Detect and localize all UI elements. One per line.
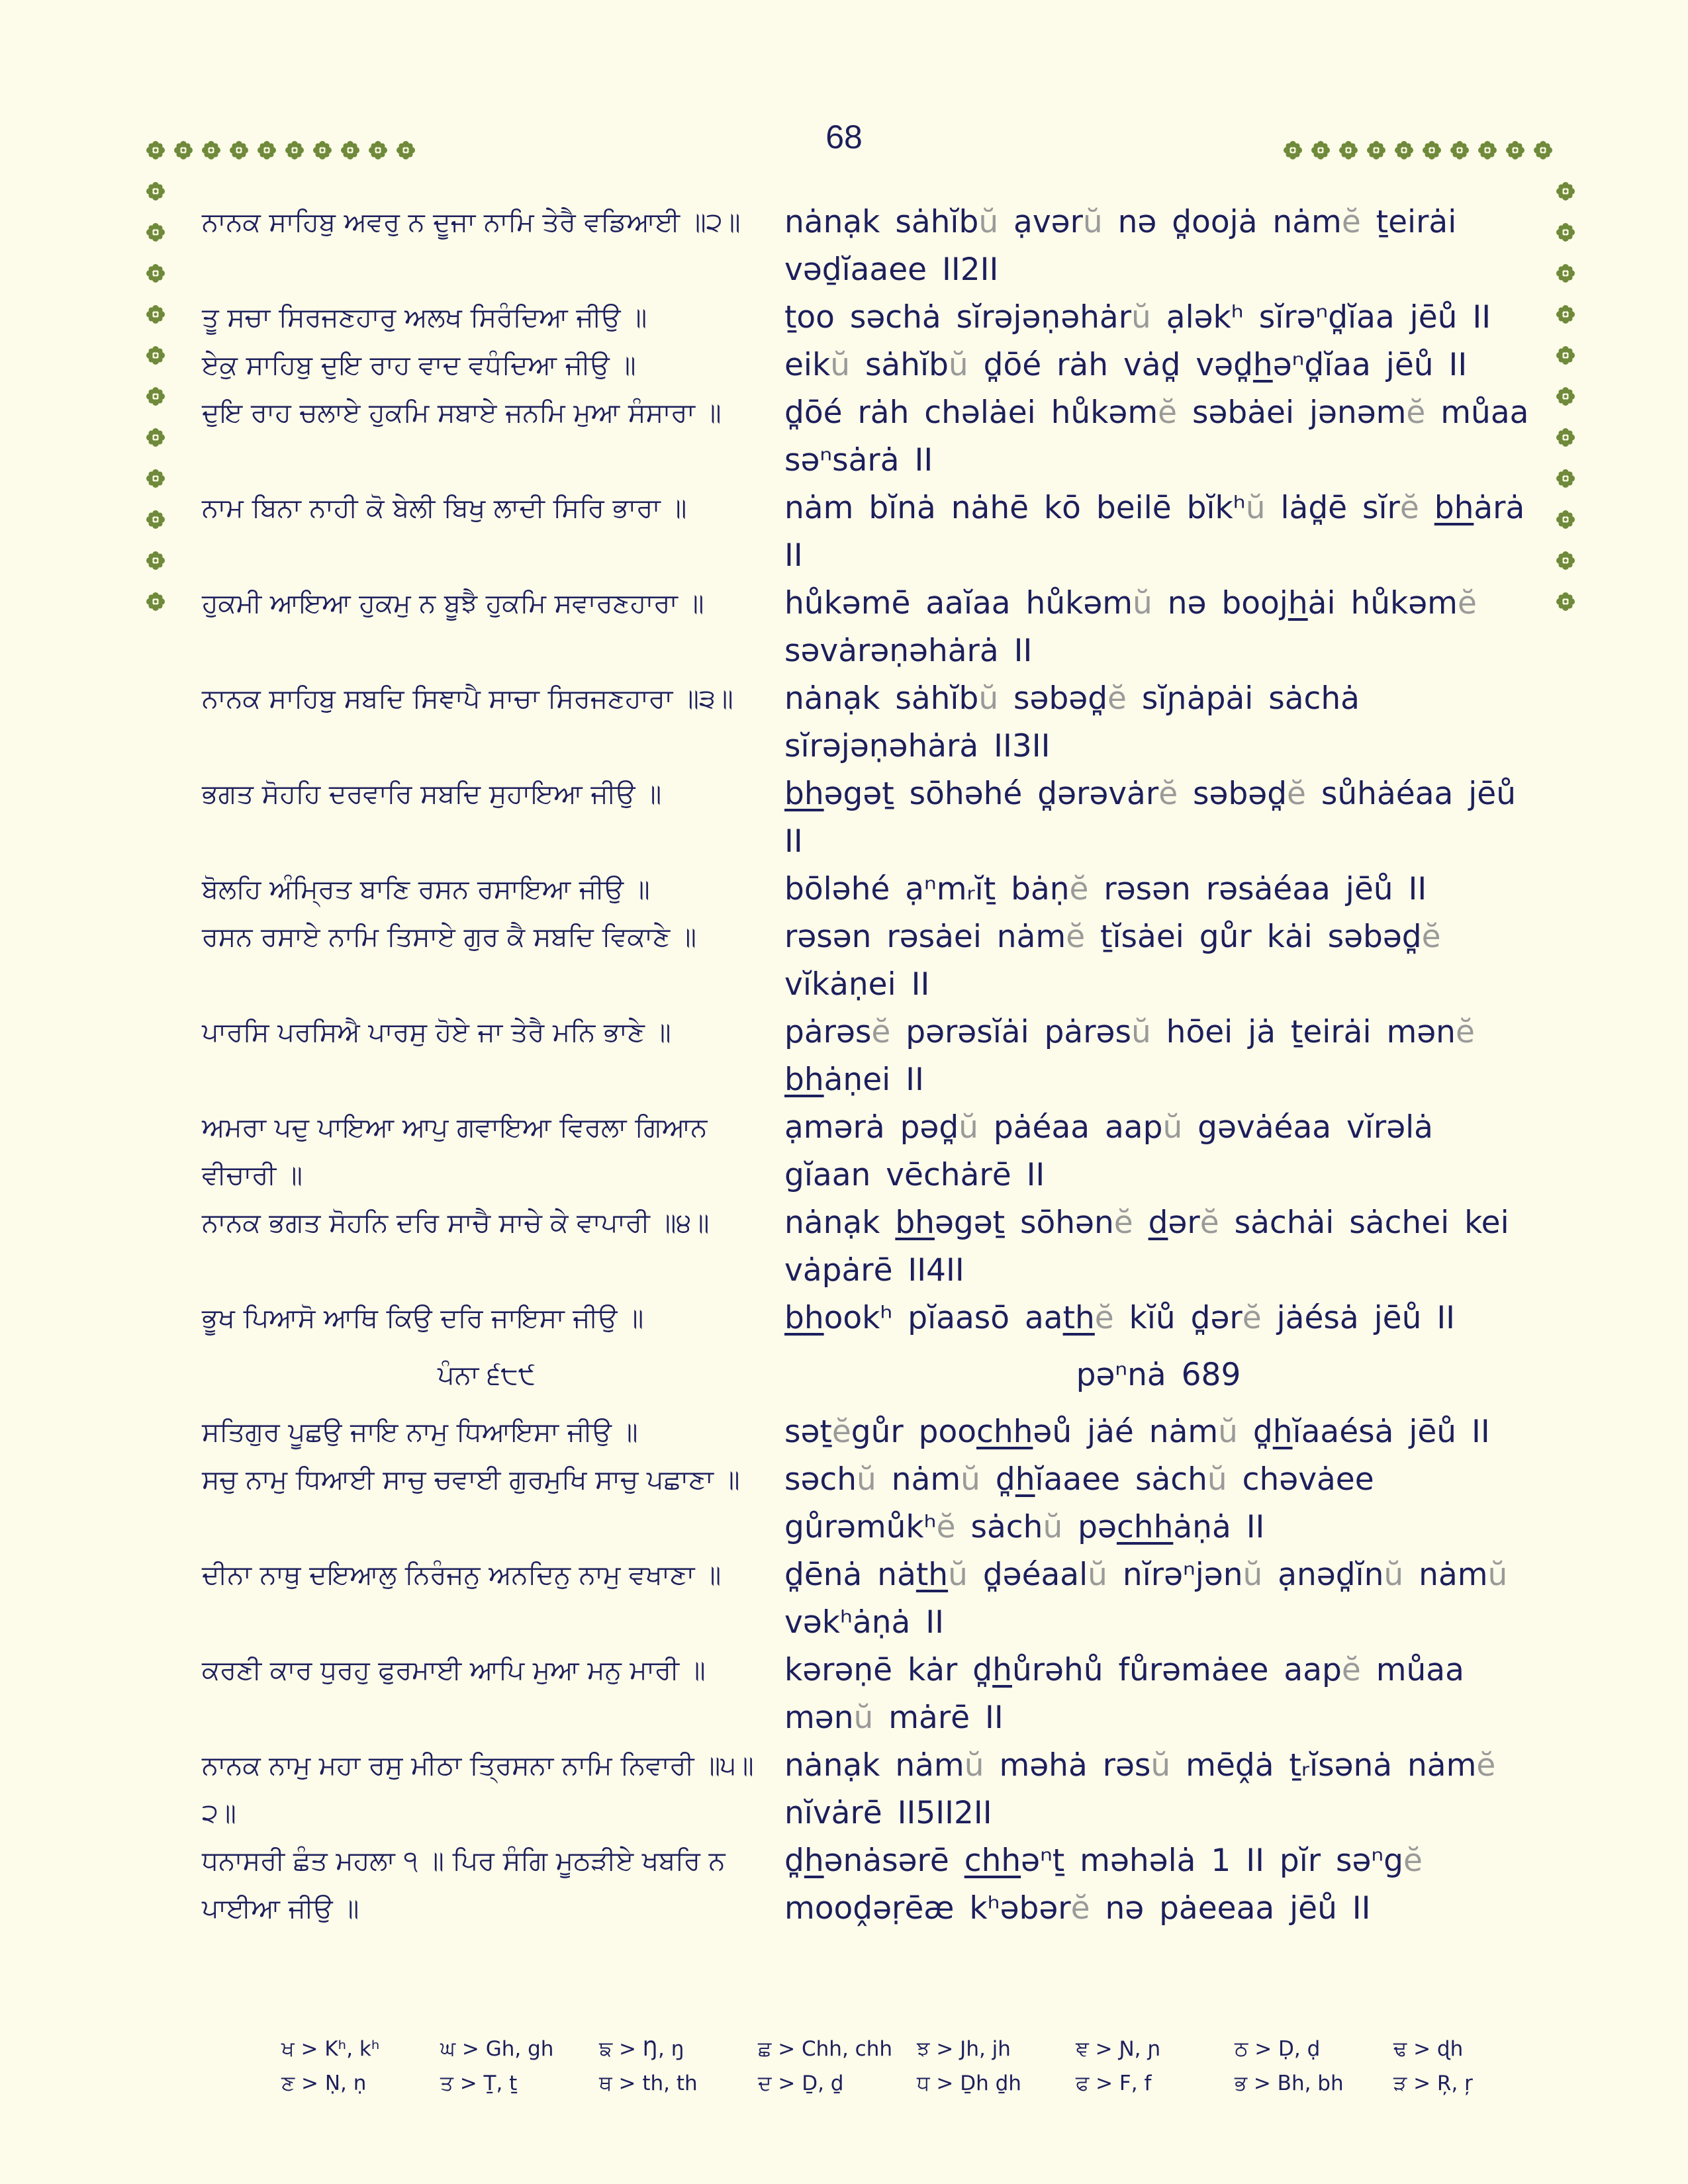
- flower-ornament-icon: [146, 510, 165, 529]
- flower-ornament-icon: [1338, 140, 1358, 160]
- gurmukhi-line: ਧਨਾਸਰੀ ਛੰਤ ਮਹਲਾ ੧ ॥ ਪਿਰ ਸੰਗਿ ਮੂਠੜੀਏ ਖਬਰਿ ਨ ਪਾਈਆ ਜੀਉ ॥: [202, 1846, 726, 1924]
- gurmukhi-line: ਕਰਣੀ ਕਾਰ ਧੁਰਹੁ ਫੁਰਮਾਈ ਆਪਿ ਮੁਆ ਮਨੁ ਮਾਰੀ ॥: [202, 1655, 706, 1686]
- gurmukhi-line: ਨਾਮ ਬਿਨਾ ਨਾਹੀ ਕੋ ਬੇਲੀ ਬਿਖੁ ਲਾਦੀ ਸਿਰਿ ਭਾਰਾ ॥: [202, 493, 687, 523]
- verse-row: [202, 1456, 1532, 1551]
- gurmukhi-line: ਨਾਨਕ ਭਗਤ ਸੋਹਨਿ ਦਰਿ ਸਾਚੈ ਸਾਚੇ ਕੇ ਵਾਪਾਰੀ ॥੪॥: [202, 1208, 710, 1238]
- verse-row: [202, 1551, 1532, 1647]
- flower-ornament-icon: [1556, 551, 1575, 570]
- gurmukhi-line: ਭਗਤ ਸੋਹਹਿ ਦਰਵਾਰਿ ਸਬਦਿ ਸੁਹਾਇਆ ਜੀਉ ॥: [202, 779, 662, 809]
- flower-ornament-icon: [1556, 387, 1575, 406]
- flower-ornament-icon: [1556, 181, 1575, 201]
- transliteration-line: bōləhé ạⁿmᵣĭṯ bȧṇĕ rəsən rəsȧéaa jēů II: [784, 871, 1427, 907]
- gurmukhi-line: ਨਾਨਕ ਨਾਮੁ ਮਹਾ ਰਸੁ ਮੀਠਾ ਤ੍ਰਿਸਨਾ ਨਾਮਿ ਨਿਵਾਰੀ ॥੫॥੨॥: [202, 1751, 754, 1829]
- transliteration-line: d̪hənȧsərē chhəⁿṯ məhəlȧ 1 II pĭr səⁿgĕ mooḓəṛēæ kʰəbərĕ nə pȧeeaa jēů II: [784, 1843, 1423, 1927]
- verse-row: [202, 1837, 1532, 1933]
- flower-ornament-icon: [146, 551, 165, 570]
- flower-ornament-icon: [146, 181, 165, 201]
- flower-ornament-icon: [146, 345, 165, 365]
- verse-row: [202, 389, 1532, 484]
- flower-ornament-icon: [1366, 140, 1386, 160]
- transliteration-line: bhookʰ pĭaasō aathĕ kĭů d̪ərĕ jȧésȧ jēů II: [784, 1300, 1456, 1336]
- flower-ornament-icon: [1505, 140, 1525, 160]
- legend-item: ੜ > Ŗ, ŗ: [1393, 2071, 1473, 2095]
- transliteration-line: rəsən rəsȧei nȧmĕ ṯĭsȧei gůr kȧi səbəd̪ĕ vĭkȧṇei II: [784, 919, 1441, 1003]
- flower-ornament-icon: [1283, 140, 1303, 160]
- legend-item: ਛ > Chh, chh: [758, 2036, 893, 2061]
- flower-ornament-icon: [1556, 592, 1575, 612]
- flower-ornament-icon: [312, 140, 332, 160]
- flower-ornament-icon: [146, 428, 165, 447]
- transliteration-line: eikŭ sȧhĭbŭ d̪ōé rȧh vȧd̪ vəd̪həⁿd̪ĭaa jēů II: [784, 347, 1468, 383]
- transliteration-line: d̪ōé rȧh chəlȧei hůkəmĕ səbȧei jənəmĕ můaa səⁿsȧrȧ II: [784, 394, 1529, 478]
- gurmukhi-line: ਰਸਨ ਰਸਾਏ ਨਾਮਿ ਤਿਸਾਏ ਗੁਰ ਕੈ ਸਬਦਿ ਵਿਕਾਣੇ ॥: [202, 922, 696, 952]
- transliteration-line: səṯĕgůr poochhəů jȧé nȧmŭ d̪hĭaaésȧ jēů II: [784, 1414, 1490, 1450]
- verse-row: [202, 1647, 1532, 1742]
- transliteration-line: bhəgəṯ sōhəhé d̪ərəvȧrĕ səbəd̪ĕ sůhȧéaa jēů II: [784, 776, 1516, 860]
- flower-ornament-icon: [257, 140, 277, 160]
- flower-ornament-icon: [368, 140, 388, 160]
- verse-row: [202, 1742, 1532, 1837]
- gurmukhi-line: ਨਾਨਕ ਸਾਹਿਬੁ ਸਬਦਿ ਸਿਞਾਪੈ ਸਾਚਾ ਸਿਰਜਣਹਾਰਾ ॥੩॥: [202, 684, 733, 714]
- transliteration-line: kərəṇē kȧr d̪hůrəhů fůrəmȧee aapĕ můaa mənŭ mȧrē II: [784, 1652, 1464, 1736]
- verse-row: [202, 580, 1532, 675]
- flower-ornament-icon: [285, 140, 305, 160]
- transliteration-line: pȧrəsĕ pərəsĭȧi pȧrəsŭ hōei jȧ ṯeirȧi mənĕ bhȧṇei II: [784, 1014, 1475, 1098]
- transliteration-line: nȧm bĭnȧ nȧhē kō beilē bĭkʰŭ lȧd̪ē sĭrĕ bhȧrȧ II: [784, 490, 1525, 574]
- verse-row: [202, 913, 1532, 1009]
- verse-row: [202, 675, 1532, 770]
- gurmukhi-line: ਭੂਖ ਪਿਆਸੋ ਆਥਿ ਕਿਉ ਦਰਿ ਜਾਇਸਾ ਜੀਉ ॥: [202, 1303, 644, 1334]
- flower-ornament-icon: [1311, 140, 1331, 160]
- flower-ornament-icon: [396, 140, 416, 160]
- legend-item: ਣ > Ṇ, ṇ: [281, 2071, 367, 2095]
- legend-item: ਝ > Jh, jh: [917, 2036, 1011, 2061]
- gurmukhi-line: ਸਤਿਗੁਰ ਪੂਛਉ ਜਾਇ ਨਾਮੁ ਧਿਆਇਸਾ ਜੀਉ ॥: [202, 1417, 638, 1447]
- flower-ornament-icon: [1556, 263, 1575, 283]
- transliteration-line: d̪ēnȧ nȧthŭ d̪əéaalŭ nĭrəⁿjənŭ ạnəd̪ĭnŭ nȧmŭ vəkʰȧṇȧ II: [784, 1557, 1508, 1641]
- verse-row: [202, 770, 1532, 866]
- flower-ornament-icon: [1556, 304, 1575, 324]
- legend-item: ਥ > th, th: [599, 2071, 698, 2095]
- gurmukhi-line: ਅਮਰਾ ਪਦੁ ਪਾਇਆ ਆਪੁ ਗਵਾਇਆ ਵਿਰਲਾ ਗਿਆਨ ਵੀਚਾਰੀ ॥: [202, 1113, 708, 1191]
- flower-ornament-icon: [1556, 510, 1575, 529]
- verse-row: [202, 294, 1532, 341]
- legend-item: ਢ > ɖh: [1393, 2036, 1464, 2061]
- transliteration-line: nȧnạk bhəgəṯ sōhənĕ dərĕ sȧchȧi sȧchei kei vȧpȧrē II4II: [784, 1205, 1509, 1289]
- legend-item: ਫ > F, f: [1076, 2071, 1152, 2095]
- transliteration-line: nȧnạk nȧmŭ məhȧ rəsŭ mēḓȧ ṯᵣĭsənȧ nȧmĕ nĭvȧrē II5II2II: [784, 1747, 1496, 1831]
- verse-row: [202, 484, 1532, 580]
- ang-heading-gurmukhi: ਪੰਨਾ ੬੮੯: [438, 1360, 536, 1390]
- gurmukhi-line: ਦੁਇ ਰਾਹ ਚਲਾਏ ਹੁਕਮਿ ਸਬਾਏ ਜਨਮਿ ਮੁਆ ਸੰਸਾਰਾ ॥: [202, 398, 722, 428]
- flower-ornament-icon: [1422, 140, 1442, 160]
- transliteration-line: nȧnạk sȧhĭbŭ ạvərŭ nə d̪oojȧ nȧmĕ ṯeirȧi vəḏĭaaee II2II: [784, 204, 1457, 288]
- flower-ornament-icon: [340, 140, 360, 160]
- gurmukhi-line: ਬੋਲਹਿ ਅੰਮ੍ਰਿਤ ਬਾਣਿ ਰਸਨ ਰਸਾਇਆ ਜੀਉ ॥: [202, 874, 650, 905]
- verse-table: [202, 199, 1532, 1933]
- flower-ornament-icon: [146, 592, 165, 612]
- verse-row: [202, 1009, 1532, 1104]
- verse-row: [202, 341, 1532, 389]
- flower-ornament-icon: [1450, 140, 1470, 160]
- gurmukhi-line: ਨਾਨਕ ਸਾਹਿਬੁ ਅਵਰੁ ਨ ਦੂਜਾ ਨਾਮਿ ਤੇਰੈ ਵਡਿਆਈ ॥੨॥: [202, 207, 741, 238]
- flower-ornament-icon: [146, 469, 165, 488]
- flower-ornament-icon: [146, 140, 165, 160]
- legend-item: ਞ > Ɲ, ɲ: [1076, 2036, 1161, 2061]
- flower-ornament-icon: [1556, 222, 1575, 242]
- gurmukhi-line: ਪਾਰਸਿ ਪਰਸਿਐ ਪਾਰਸੁ ਹੋਏ ਜਾ ਤੇਰੈ ਮਨਿ ਭਾਣੇ ॥: [202, 1017, 671, 1048]
- gurmukhi-line: ਹੁਕਮੀ ਆਇਆ ਹੁਕਮੁ ਨ ਬੂਝੈ ਹੁਕਮਿ ਸਵਾਰਣਹਾਰਾ ॥: [202, 588, 704, 619]
- legend-item: ਠ > Ḍ, ḍ: [1235, 2036, 1321, 2061]
- gurmukhi-line: ਦੀਨਾ ਨਾਥੁ ਦਇਆਲੁ ਨਿਰੰਜਨੁ ਅਨਦਿਨੁ ਨਾਮੁ ਵਖਾਣਾ ॥: [202, 1560, 722, 1590]
- flower-ornament-icon: [229, 140, 249, 160]
- flower-ornament-icon: [201, 140, 221, 160]
- transliteration-line: hůkəmē aaĭaa hůkəmŭ nə boojhȧi hůkəmĕ səvȧrəṇəhȧrȧ II: [784, 585, 1477, 669]
- flower-ornament-icon: [1477, 140, 1497, 160]
- gurmukhi-line: ਤੂ ਸਚਾ ਸਿਰਜਣਹਾਰੁ ਅਲਖ ਸਿਰੰਦਿਆ ਜੀਉ ॥: [202, 302, 647, 333]
- legend-item: ਖ > Kʰ, kʰ: [281, 2036, 380, 2061]
- legend-row: [281, 2032, 1552, 2066]
- flower-ornament-icon: [146, 263, 165, 283]
- transliteration-line: ṯoo səchȧ sĭrəjəṇəhȧrŭ ạləkʰ sĭrəⁿd̪ĭaa jēů II: [784, 299, 1491, 336]
- flower-ornament-icon: [1556, 345, 1575, 365]
- transliteration-line: ạmərȧ pəd̪ŭ pȧéaa aapŭ gəvȧéaa vĭrəlȧ gĭaan vēchȧrē II: [784, 1109, 1433, 1193]
- transliteration-line: nȧnạk sȧhĭbŭ səbəd̪ĕ sĭɲȧpȧi sȧchȧ sĭrəjəṇəhȧrȧ II3II: [784, 680, 1360, 764]
- verse-row: [202, 1295, 1532, 1342]
- flower-ornament-icon: [1556, 469, 1575, 488]
- legend-item: ਦ > Ḏ, ḏ: [758, 2071, 844, 2095]
- flower-ornament-icon: [146, 222, 165, 242]
- legend-item: ਘ > Gh, gh: [440, 2036, 554, 2061]
- transliteration-line: səchŭ nȧmŭ d̪hĭaaee sȧchŭ chəvȧee gůrəmůkʰĕ sȧchŭ pəchhȧṇȧ II: [784, 1461, 1374, 1545]
- flower-ornament-icon: [1533, 140, 1553, 160]
- ang-heading-row: [202, 1351, 1532, 1399]
- page-number: 68: [825, 118, 863, 156]
- verse-row: [202, 1408, 1532, 1456]
- transliteration-legend: [281, 2032, 1552, 2101]
- legend-row: [281, 2066, 1552, 2101]
- gurmukhi-line: ਸਚੁ ਨਾਮੁ ਧਿਆਈ ਸਾਚੁ ਚਵਾਈ ਗੁਰਮੁਖਿ ਸਾਚੁ ਪਛਾਣਾ ॥: [202, 1465, 740, 1495]
- verse-row: [202, 866, 1532, 913]
- ang-heading-transliteration: pəⁿnȧ 689: [1076, 1357, 1241, 1393]
- verse-row: [202, 1104, 1532, 1199]
- flower-ornament-icon: [173, 140, 193, 160]
- legend-item: ਤ > Ṯ, ṯ: [440, 2071, 518, 2095]
- legend-item: ਧ > Ḏh ḏh: [917, 2071, 1021, 2095]
- verse-row: [202, 199, 1532, 294]
- flower-ornament-icon: [1394, 140, 1414, 160]
- verse-row: [202, 1199, 1532, 1295]
- legend-item: ਙ > Ŋ, ŋ: [599, 2036, 684, 2061]
- flower-ornament-icon: [146, 304, 165, 324]
- flower-ornament-icon: [1556, 428, 1575, 447]
- gurmukhi-line: ਏਕੁ ਸਾਹਿਬੁ ਦੁਇ ਰਾਹ ਵਾਦ ਵਧੰਦਿਆ ਜੀਉ ॥: [202, 350, 636, 381]
- flower-ornament-icon: [146, 387, 165, 406]
- legend-item: ਭ > Bh, bh: [1235, 2071, 1344, 2095]
